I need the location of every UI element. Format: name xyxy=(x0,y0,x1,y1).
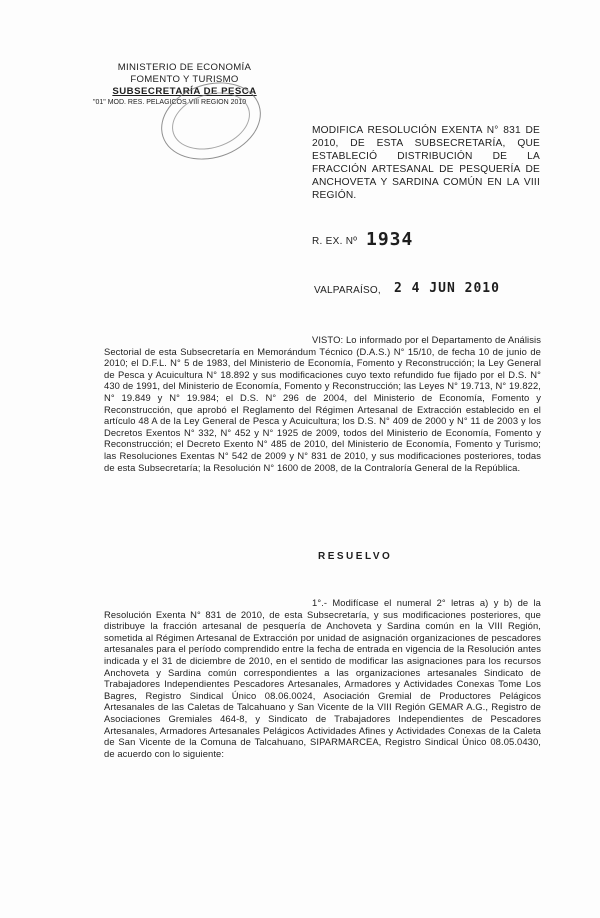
reference-code: "01" MOD. RES. PELAGICOS VIII REGION 2010 xyxy=(93,99,247,106)
resolution-label: R. EX. Nº xyxy=(312,236,358,247)
article-1-text: 1°.- Modifícase el numeral 2° letras a) y b) de la Resolución Exenta N° 831 de 2010, de esta Subsecretaría, y sus modificaciones posteriores, que distribuye la fracción artesanal de pesquería de Anchoveta y Sardina común en la VIII Región, sometida al Régimen Artesanal de Extracción por unidad de asignación organizaciones de pescadores artesanales para el período comprendido entre la fecha de entrada en vigencia de la Resolución antes indicada y el 31 de diciembre de 2010, en el sentido de modificar las asignaciones para los recursos Anchoveta y Sardina común correspondientes a las organizaciones artesanales Sindicato de Trabajadores Independientes Pescadores Artesanales, Armadores y Actividades Conexas Tome Los Bagres, Registro Sindical Único 08.06.0024, Asociación Gremial de Productores Pelágicos Artesanales de las Caletas de Talcahuano y San Vicente de la VIII Región GEMAR A.G., Registro de Asociaciones Gremiales 464-8, y Sindicato de Trabajadores Independientes de Pescadores Artesanales, Armadores Artesanales Pelágicos Actividades Afines y Actividades Conexas de la Caleta de San Vicente de la Comuna de Talcahuano, SIPARMARCEA, Registro Sindical Único 08.05.0430, de acuerdo con lo siguiente: xyxy=(104,597,541,759)
date-stamp: 2 4 JUN 2010 xyxy=(394,281,500,296)
article-1-paragraph xyxy=(104,597,541,759)
subsecretaria-line: SUBSECRETARÍA DE PESCA xyxy=(112,86,257,97)
ministry-line-2: FOMENTO Y TURISMO xyxy=(130,74,239,85)
visto-paragraph xyxy=(104,334,541,473)
document-title: MODIFICA RESOLUCIÓN EXENTA N° 831 DE 2010, DE ESTA SUBSECRETARÍA, QUE ESTABLECIÓ DISTRIBUCIÓN DE LA FRACCIÓN ARTESANAL DE PESQUERÍA DE ANCHOVETA Y SARDINA COMÚN EN LA VIII REGIÓN. xyxy=(312,125,540,201)
place-label: VALPARAÍSO, xyxy=(314,285,381,296)
ministry-line: MINISTERIO DE ECONOMÍA xyxy=(117,62,252,73)
resuelvo-heading: RESUELVO xyxy=(318,551,393,562)
resolution-number: 1934 xyxy=(366,229,414,250)
visto-text: VISTO: Lo informado por el Departamento de Análisis Sectorial de esta Subsecretaría en Memorándum Técnico (D.A.S.) N° 15/10, de fecha 10 de junio de 2010; el D.F.L. N° 5 de 1983, del Ministerio de Economía, Fomento y Reconstrucción; la Ley General de Pesca y Acuicultura N° 18.892 y sus modificaciones cuyo texto refundido fue fijado por el D.S. N° 430 de 1991, del Ministerio de Economía, Fomento y Reconstrucción; las Leyes N° 19.713, N° 19.822, N° 19.849 y N° 19.984; el D.S. N° 296 de 2004, del Ministerio de Economía, Fomento y Reconstrucción, que aprobó el Reglamento del Régimen Artesanal de Extracción establecido en el artículo 48 A de la Ley General de Pesca y Acuicultura; los D.S. N° 409 de 2000 y N° 11 de 2003 y los Decretos Exentos N° 332, N° 452 y N° 1925 de 2009, todos del Ministerio de Economía, Fomento y Reconstrucción; el Decreto Exento N° 485 de 2010, del Ministerio de Economía, Fomento y Turismo; las Resoluciones Exentas N° 542 de 2009 y N° 831 de 2010, y sus modificaciones posteriores, todas de esta Subsecretaría; la Resolución N° 1600 de 2008, de la Contraloría General de la República. xyxy=(104,334,541,473)
